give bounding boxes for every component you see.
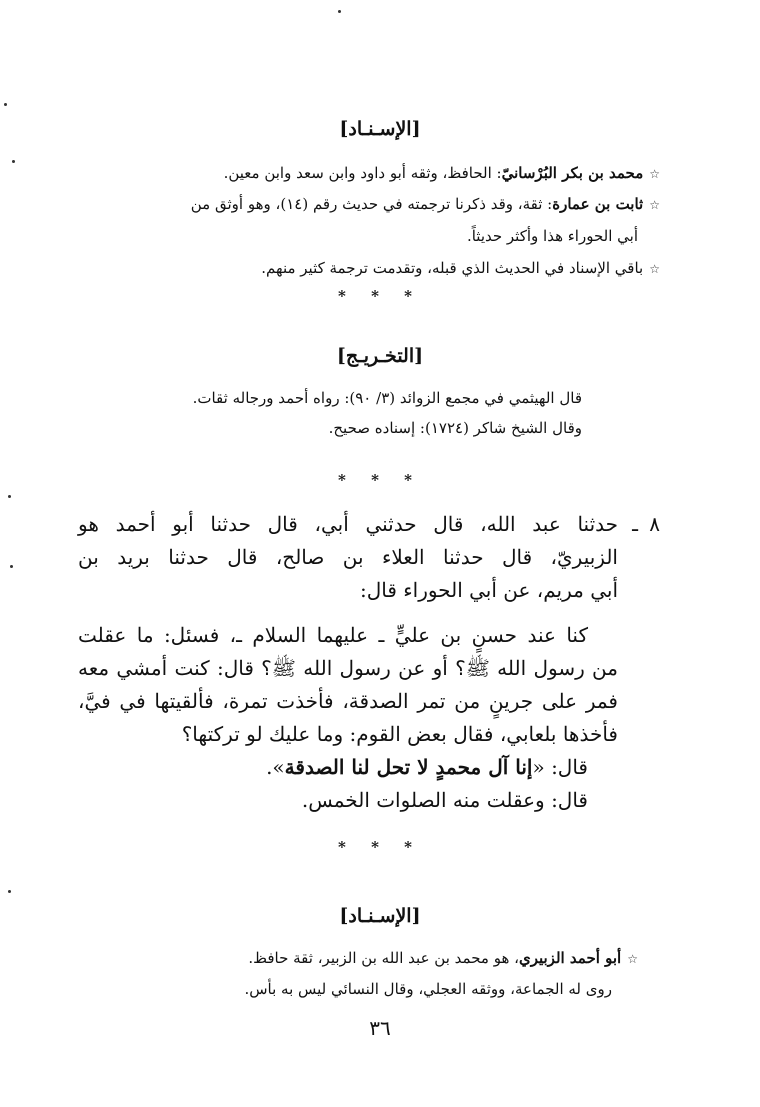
section-separator: * * * (338, 471, 422, 489)
narrator-name: ثابت بن عمارة (552, 195, 644, 213)
narrator-entry-zubayri-cont: روى له الجماعة، ووثقه العجلي، وقال النسائي ليس به بأس. (244, 980, 612, 998)
narrator-note: باقي الإسناد في الحديث الذي قبله، وتقدمت ترجمة كثير منهم. (261, 259, 644, 277)
hadith-chain-line-1: حدثنا عبد الله، قال حدثني أبي، قال حدثنا أبو أحمد هو (78, 512, 618, 536)
hadith-text-line-4: فأخذها بلعابي، فقال بعض القوم: وما عليك لو تركتها؟ (181, 722, 618, 746)
star-bullet-icon: ☆ (627, 952, 638, 966)
narrator-name: أبو أحمد الزبيري (518, 949, 622, 967)
narrator-entry-2-cont: أبي الحوراء هذا وأكثر حديثاً. (466, 227, 638, 245)
section-separator: * * * (338, 838, 422, 856)
star-bullet-icon: ☆ (649, 262, 660, 276)
narrator-note: : ثقة، وقد ذكرنا ترجمته في حديث رقم (١٤)، وهو أوثق من (190, 195, 553, 213)
narrator-note: : الحافظ، وثقه أبو داود وابن سعد وابن معين. (223, 164, 502, 182)
margin-speck (12, 160, 15, 163)
section-separator: * * * (338, 287, 422, 305)
narrator-entry-1 (224, 162, 660, 185)
hadith-number: ٨ (649, 512, 660, 536)
margin-speck (10, 565, 13, 568)
hadith-text-line-2: من رسول الله ﷺ؟ أو عن رسول الله ﷺ؟ قال: كنت أمشي معه (78, 656, 618, 680)
hadith-quote-line (266, 752, 588, 782)
margin-speck (8, 495, 11, 498)
margin-speck (4, 103, 7, 106)
margin-speck (338, 10, 341, 13)
page-number: ٣٦ (369, 1016, 391, 1040)
hadith-text-line-3: فمر على جرينٍ من تمر الصدقة، فأخذت تمرة، فألقيتها في فيَّ، (78, 689, 618, 713)
takhrij-line-2: وقال الشيخ شاكر (١٧٢٤): إسناده صحيح. (328, 419, 582, 437)
narrator-note: ، هو محمد بن عبد الله بن الزبير، ثقة حافظ. (248, 949, 519, 967)
takhrij-line-1: قال الهيثمي في مجمع الزوائد (٣/ ٩٠): رواه أحمد ورجاله ثقات. (192, 389, 582, 407)
quote-prefix: قال: « (532, 755, 588, 779)
isnad-heading-2: [الإسـنـاد] (339, 905, 421, 927)
hadith-last-line: قال: وعقلت منه الصلوات الخمس. (301, 788, 588, 812)
narrator-entry-3 (261, 257, 660, 280)
quote-suffix: ». (266, 755, 285, 779)
hadith-text-line-1: كنا عند حسنٍ بن عليٍّ ـ عليهما السلام ـ، فسئل: ما عقلت (78, 623, 588, 647)
hadith-chain-line-3: أبي مريم، عن أبي الحوراء قال: (359, 578, 618, 602)
star-bullet-icon: ☆ (649, 198, 660, 212)
prophetic-saying: إنا آل محمدٍ لا تحل لنا الصدقة (284, 755, 533, 779)
narrator-name: محمد بن بكر البُرْسانيّ (501, 164, 644, 182)
isnad-heading: [الإسـنـاد] (339, 118, 421, 140)
star-bullet-icon: ☆ (649, 167, 660, 181)
hadith-chain-line-2: الزبيريّ، قال حدثنا العلاء بن صالح، قال حدثنا بريد بن (78, 545, 618, 569)
takhrij-heading: [التخـريـج] (336, 345, 424, 367)
hadith-dash: ـ (632, 512, 638, 536)
narrator-entry-2 (20, 193, 660, 216)
narrator-entry-zubayri (248, 947, 638, 970)
margin-speck (8, 890, 11, 893)
